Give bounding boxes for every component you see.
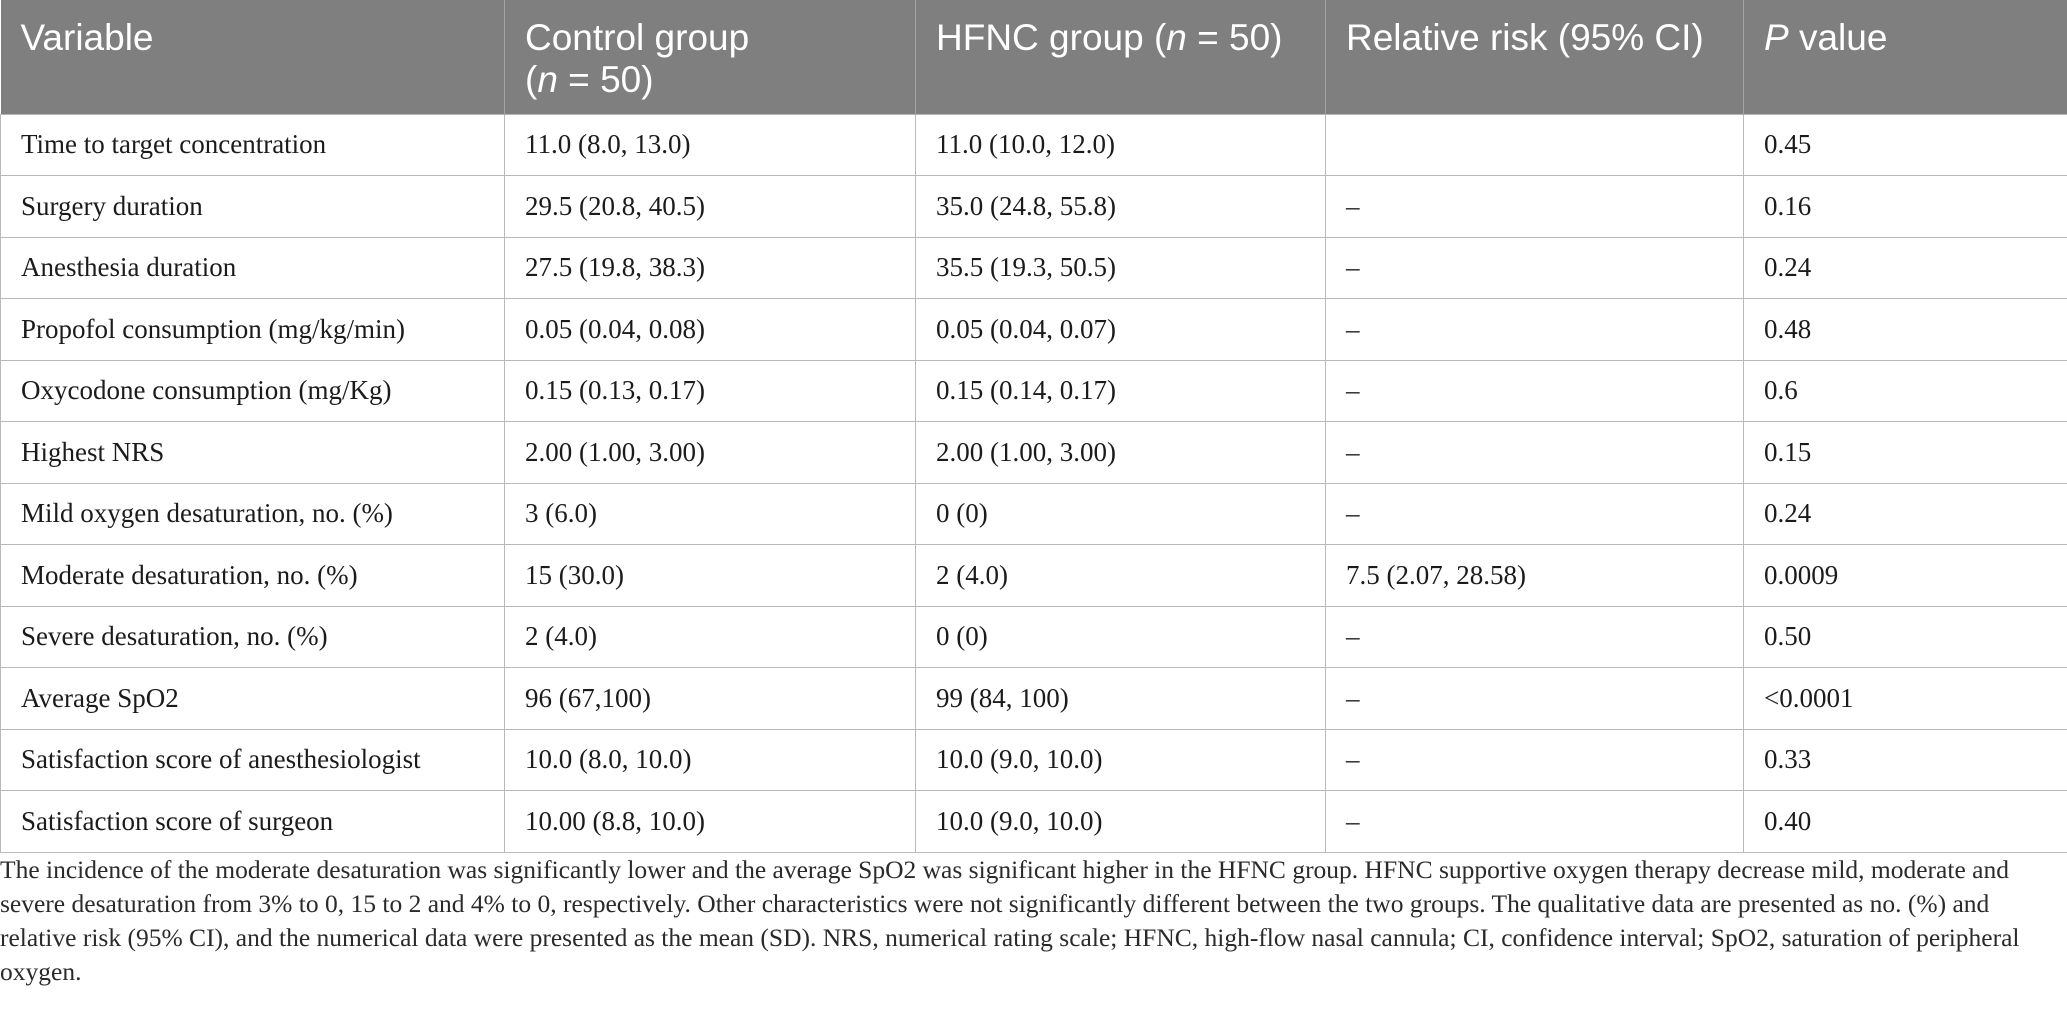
cell-hfnc: 35.5 (19.3, 50.5) (916, 237, 1326, 299)
cell-control: 27.5 (19.8, 38.3) (505, 237, 916, 299)
cell-relative-risk: – (1326, 176, 1744, 238)
cell-variable: Satisfaction score of anesthesiologist (1, 729, 505, 791)
cell-hfnc: 0 (0) (916, 606, 1326, 668)
cell-relative-risk: – (1326, 237, 1744, 299)
header-p-value (1744, 0, 2067, 114)
cell-control: 10.0 (8.0, 10.0) (505, 729, 916, 791)
header-control-n-value: = 50) (557, 59, 654, 100)
header-p-symbol: P (1764, 17, 1789, 58)
cell-control: 0.15 (0.13, 0.17) (505, 360, 916, 422)
table-row (1, 668, 2067, 730)
cell-control: 96 (67,100) (505, 668, 916, 730)
cell-hfnc: 35.0 (24.8, 55.8) (916, 176, 1326, 238)
table-row (1, 114, 2067, 176)
cell-control: 15 (30.0) (505, 545, 916, 607)
cell-p-value: 0.33 (1744, 729, 2067, 791)
cell-variable: Anesthesia duration (1, 237, 505, 299)
header-control-n: n (537, 59, 558, 100)
header-control-label: Control group (525, 17, 750, 58)
cell-p-value: 0.16 (1744, 176, 2067, 238)
cell-hfnc: 2 (4.0) (916, 545, 1326, 607)
header-row (1, 0, 2067, 114)
cell-p-value: 0.24 (1744, 237, 2067, 299)
header-hfnc-label: HFNC group ( (936, 17, 1167, 58)
cell-control: 0.05 (0.04, 0.08) (505, 299, 916, 361)
table-footnote: The incidence of the moderate desaturation was significantly lower and the average SpO2 was significant higher in the HFNC group. HFNC supportive oxygen therapy decrease mild, moderate and severe desaturation from 3% to 0, 15 to 2 and 4% to 0, respectively. Other characteristics were not significantly different between the two groups. The qualitative data are presented as no. (%) and relative risk (95% CI), and the numerical data were presented as the mean (SD). NRS, numerical rating scale; HFNC, high-flow nasal cannula; CI, confidence interval; SpO2, saturation of peripheral oxygen. (0, 855, 2020, 986)
cell-relative-risk: – (1326, 422, 1744, 484)
cell-control: 10.00 (8.8, 10.0) (505, 791, 916, 853)
cell-relative-risk: – (1326, 299, 1744, 361)
cell-variable: Mild oxygen desaturation, no. (%) (1, 483, 505, 545)
cell-p-value: 0.15 (1744, 422, 2067, 484)
header-p-label: value (1788, 17, 1888, 58)
cell-variable: Severe desaturation, no. (%) (1, 606, 505, 668)
cell-hfnc: 10.0 (9.0, 10.0) (916, 729, 1326, 791)
cell-hfnc: 0.05 (0.04, 0.07) (916, 299, 1326, 361)
table-row (1, 729, 2067, 791)
table-row (1, 791, 2067, 853)
cell-p-value: 0.0009 (1744, 545, 2067, 607)
header-hfnc-n-value: = 50) (1186, 17, 1283, 58)
table-header (1, 0, 2067, 114)
cell-p-value: 0.6 (1744, 360, 2067, 422)
cell-p-value: 0.50 (1744, 606, 2067, 668)
cell-control: 3 (6.0) (505, 483, 916, 545)
cell-control: 2 (4.0) (505, 606, 916, 668)
cell-p-value: 0.48 (1744, 299, 2067, 361)
cell-relative-risk: – (1326, 483, 1744, 545)
cell-p-value: <0.0001 (1744, 668, 2067, 730)
cell-variable: Oxycodone consumption (mg/Kg) (1, 360, 505, 422)
cell-hfnc: 10.0 (9.0, 10.0) (916, 791, 1326, 853)
cell-control: 29.5 (20.8, 40.5) (505, 176, 916, 238)
cell-variable: Highest NRS (1, 422, 505, 484)
table-row (1, 483, 2067, 545)
cell-control: 2.00 (1.00, 3.00) (505, 422, 916, 484)
header-control-group (505, 0, 916, 114)
cell-relative-risk: – (1326, 668, 1744, 730)
cell-variable: Propofol consumption (mg/kg/min) (1, 299, 505, 361)
cell-variable: Average SpO2 (1, 668, 505, 730)
cell-variable: Surgery duration (1, 176, 505, 238)
table-row (1, 606, 2067, 668)
cell-relative-risk (1326, 114, 1744, 176)
cell-p-value: 0.45 (1744, 114, 2067, 176)
cell-relative-risk: 7.5 (2.07, 28.58) (1326, 545, 1744, 607)
header-relative-risk-label: Relative risk (95% CI) (1346, 17, 1704, 58)
cell-p-value: 0.40 (1744, 791, 2067, 853)
header-control-n-open: ( (525, 59, 538, 100)
table-row (1, 422, 2067, 484)
cell-relative-risk: – (1326, 606, 1744, 668)
header-variable-label: Variable (20, 17, 154, 58)
table-row (1, 237, 2067, 299)
header-variable (1, 0, 505, 114)
cell-relative-risk: – (1326, 360, 1744, 422)
header-hfnc-n: n (1166, 17, 1187, 58)
cell-relative-risk: – (1326, 729, 1744, 791)
cell-variable: Satisfaction score of surgeon (1, 791, 505, 853)
cell-variable: Moderate desaturation, no. (%) (1, 545, 505, 607)
header-hfnc-group (916, 0, 1326, 114)
cell-hfnc: 0.15 (0.14, 0.17) (916, 360, 1326, 422)
table-row (1, 299, 2067, 361)
cell-hfnc: 11.0 (10.0, 12.0) (916, 114, 1326, 176)
cell-p-value: 0.24 (1744, 483, 2067, 545)
cell-hfnc: 99 (84, 100) (916, 668, 1326, 730)
cell-hfnc: 0 (0) (916, 483, 1326, 545)
table-row (1, 360, 2067, 422)
table-row (1, 176, 2067, 238)
table-body (1, 114, 2067, 852)
table-row (1, 545, 2067, 607)
cell-hfnc: 2.00 (1.00, 3.00) (916, 422, 1326, 484)
cell-variable: Time to target concentration (1, 114, 505, 176)
cell-control: 11.0 (8.0, 13.0) (505, 114, 916, 176)
cell-relative-risk: – (1326, 791, 1744, 853)
header-relative-risk (1326, 0, 1744, 114)
